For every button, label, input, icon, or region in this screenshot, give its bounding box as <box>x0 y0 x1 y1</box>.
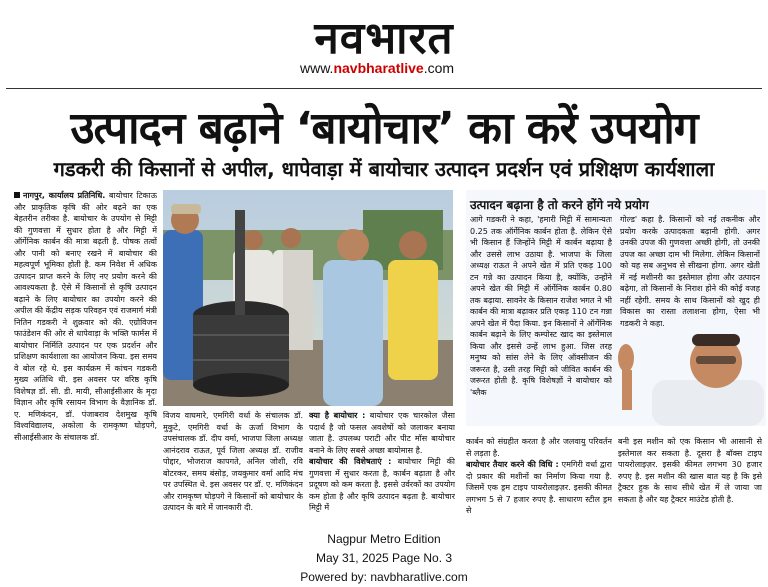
sidebar-story-title: उत्पादन बढ़ाना है तो करने होंगे नये प्रयोग <box>470 198 649 212</box>
powered-by: Powered by: navbharatlive.com <box>300 570 468 584</box>
bullet-icon <box>14 192 20 198</box>
column-text: बनी इस मशीन को एक किसान भी आसानी से इस्तेमाल कर सकता है. दूसरा है बॉक्स टाइप पायरोलाइज़र. इसकी कीमत लगभग 30 हजार रुपए है. इस मशीन की खास बात यह है कि इसे ट्रैक्टर हुक के साथ सीधे खेत में ले जाया जा सकता है और यह ट्रैक्टर माउंटेड होती है. <box>618 437 762 504</box>
sidebar-story-column-left <box>470 214 612 426</box>
article-column-1 <box>14 190 157 550</box>
article-column-2 <box>163 410 303 550</box>
edition-date-page: May 31, 2025 Page No. 3 <box>315 551 453 565</box>
subheading-what-is-biochar: क्या है बायोचार : <box>309 411 366 420</box>
column-text: विजय वाघमारे, एमगिरी वर्धा के संचालक डॉ. मुकुटे, एमगिरी वर्धा के ऊर्जा विभाग के उपसंचालक डॉ. दीप वर्मा, भाजपा जिला अध्यक्ष आनंदराव राऊत, पूर्व जिला अध्यक्ष डॉ. राजीव पोद्दार, भोजराज कापगते, अनिल जोशी, रवि बोटरकर, समय बंसोड़, जयकुमार वर्मा आदि मंच पर उपस्थित थे. इस अवसर पर डॉ. ए. मणिकंदन और रामकृष्ण घोड़पगे ने किसानों को बायोचार के उत्पादन के बारे में जानकारी दी. <box>163 411 303 512</box>
divider <box>6 88 762 89</box>
article-subheadline: गडकरी की किसानों से अपील, धापेवाड़ा में बायोचार उत्पादन प्रदर्शन एवं प्रशिक्षण कार्यशाला <box>53 157 715 181</box>
edition-name: Nagpur Metro Edition <box>327 532 441 546</box>
column-text: बायोचार एक चारकोल जैसा पदार्थ है जो फसल अवशेषों को जलाकर बनाया जाता है. उपलब्ध पराटी और पीट मॉस बायोचार बनाने के लिए सबसे अच्छा बायोमास है. <box>309 411 455 455</box>
subheading-biochar-method: बायोचार तैयार करने की विधि : <box>466 460 559 469</box>
column-text: गोल्ड' कहा है. किसानों को नई तकनीक और प्रयोग करके उत्पादकता बढ़ानी होगी. अगर उनकी उपज की गुणवत्ता अच्छी होगी, तो उनकी उपज का अच्छा दाम भी मिलेगा. लेकिन किसानों को यह सब अनुभव से सीखना होगा. अगर खेती में नई मशीनरी का इस्तेमाल होगा और उत्पादन बढ़ेगा, तो किसानों के निराश होने की कोई वजह नहीं रहेगी. समय के साथ किसानों को खुद ही विकास का रास्ता तलाशना होगा, ऐसा भी गडकरी ने कहा. <box>620 215 760 328</box>
dateline: नागपुर, कार्यालय प्रतिनिधि. <box>23 191 106 200</box>
article-column-3 <box>309 410 455 550</box>
newspaper-logo: नवभारत <box>314 13 454 64</box>
biochar-demo-photo <box>163 190 453 406</box>
edition-footer <box>0 530 768 587</box>
column-text: एमगिरी वर्धा द्वारा दो प्रकार की मशीनों का निर्माण किया गया है. जिसमें एक ड्रम टाइप पायरोलाइज़र. इसकी कीमत लगभग 5 से 7 हजार रुपए है. साधारण स्टील ड्रम से <box>466 460 612 515</box>
article-headline: उत्पादन बढ़ाने ‘बायोचार’ का करें उपयोग <box>70 103 698 154</box>
portrait-photo <box>612 330 764 426</box>
sidebar-story-column-right <box>620 214 760 334</box>
website-url: www.navbharatlive.com <box>300 60 455 76</box>
column-text: बायोचार मिट्टी की गुणवत्ता में सुधार करता है, कार्बन बढ़ाता है और प्रदूषण को कम करता है. इससे उर्वरकों का उपयोग कम होता है और कृषि उत्पादन बढ़ता है. बायोचार मिट्टी में <box>309 457 455 512</box>
news-photo <box>163 190 453 406</box>
column-text: कार्बन को संग्रहीत करता है और जलवायु परिवर्तन से लड़ता है. <box>466 437 612 458</box>
column-text: बायोचार टिकाऊ और प्राकृतिक कृषि की ओर बढ़ने का एक बेहतरीन तरीका है. बायोचार के उपयोग से मिट्टी की गुणवत्ता में सुधार होता है और मिट्टी में ऑर्गेनिक कार्बन की मात्रा बढ़ती है. पोषक तत्वों और पानी को बनाए रखने में बायोचार की महत्वपूर्ण भूमिका होती है. कम निवेश में अधिक उत्पादन प्राप्त करने के लिए नए प्रयोग करने की आवश्यकता है. ऐसे में किसानों से कृषि उत्पादन बढ़ाने के लिए बायोचार का उपयोग करने की अपील की केंद्रीय सड़क परिवहन एवं राजमार्ग मंत्री नितिन गडकरी ने शुक्रवार को की. एग्रोविजन फाउंडेशन की ओर से धापेवाड़ा के भक्ति फार्मस में बायोचार निर्मिति उत्पादन पर एक प्रदर्शन और प्रशिक्षण कार्यशाला का आयोजन किया. इस समय वे बोल रहे थे. इस कार्यक्रम में कांचन गडकरी मुख्य अतिथि थी. इस अवसर पर वरिष्ठ कृषि विशेषज्ञ डॉ. सी. डी. मायी, सीआईसीआर के मृदा विज्ञान और कृषि रसायन विभाग के वैज्ञानिक डॉ. ए. मणिकंदन, डॉ. पंजाबराव देशमुख कृषि विश्वविद्यालय, अकोला के रामकृष्ण घोड़पगे, सीआईसीआर के संचालक डॉ. <box>14 191 157 442</box>
masthead <box>0 0 768 82</box>
subheading-biochar-features: बायोचार की विशेषताएं : <box>309 457 392 466</box>
column-text: आगे गडकरी ने कहा, 'हमारी मिट्टी में सामान्यतः 0.25 तक ऑर्गेनिक कार्बन होता है. लेकिन ऐसे भी किसान हैं जिन्होंने मिट्टी में कार्बन बढ़ाया है और उससे लाभ उठाया है. भाजपा के जिला अध्यक्ष राऊत ने अपने खेत में प्रति एकड़ 100 टन गन्ने का उत्पादन किया है, क्योंकि, उन्होंने अपने खेत की मिट्टी में ऑर्गेनिक कार्बन 0.80 तक बढ़ाया. सावनेर के किसान राजेश भगत ने भी कार्बन की मात्रा बढ़ाकर प्रति एकड़ 110 टन गन्ना अपने खेत में पैदा किया. इन किसानों ने ऑर्गेनिक कार्बन बढ़ाने के लिए कम्पोस्ट खाद का इस्तेमाल किया और इससे उन्हें लाभ हुआ. जिस तरह मनुष्य को सांस लेने के लिए ऑक्सीजन की जरूरत है, उसी तरह मिट्टी को जीवित कार्बन की जरूरत होती है. कृषि विशेषज्ञों ने बायोचार को 'ब्लैक <box>470 215 612 397</box>
person-portrait-icon <box>612 330 764 426</box>
